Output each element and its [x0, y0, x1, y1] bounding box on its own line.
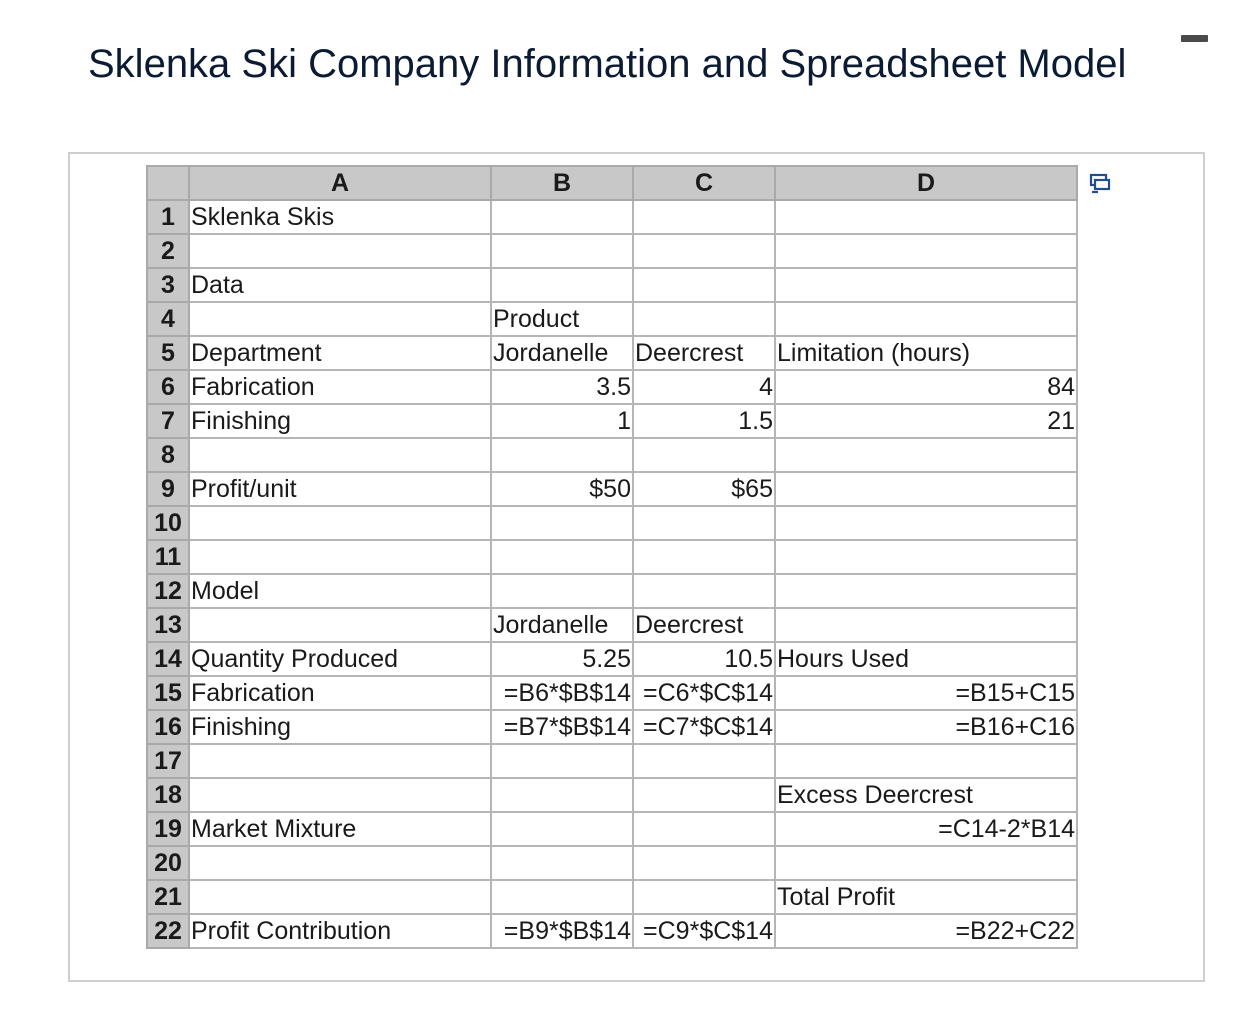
row-header[interactable]: 7: [147, 404, 189, 438]
cell-c10[interactable]: [633, 506, 775, 540]
cell-b14[interactable]: 5.25: [491, 642, 633, 676]
cell-a1[interactable]: Sklenka Skis: [189, 200, 491, 234]
cell-a16[interactable]: Finishing: [189, 710, 491, 744]
table-row: [147, 438, 1077, 472]
cell-c1[interactable]: [633, 200, 775, 234]
cell-b18[interactable]: [491, 778, 633, 812]
row-header[interactable]: 1: [147, 200, 189, 234]
cell-c4[interactable]: [633, 302, 775, 336]
row-header[interactable]: 11: [147, 540, 189, 574]
table-row: [147, 846, 1077, 880]
table-row: [147, 472, 1077, 506]
row-header[interactable]: 12: [147, 574, 189, 608]
cell-b11[interactable]: [491, 540, 633, 574]
page-title: Sklenka Ski Company Information and Spreadsheet Model: [88, 42, 1127, 86]
cell-d20[interactable]: [775, 846, 1077, 880]
cell-b7[interactable]: 1: [491, 404, 633, 438]
row-header[interactable]: 16: [147, 710, 189, 744]
cell-d21[interactable]: Total Profit: [775, 880, 1077, 914]
row-header[interactable]: 19: [147, 812, 189, 846]
cell-c14[interactable]: 10.5: [633, 642, 775, 676]
cell-a7[interactable]: Finishing: [189, 404, 491, 438]
cell-a17[interactable]: [189, 744, 491, 778]
table-row: [147, 336, 1077, 370]
row-header[interactable]: 6: [147, 370, 189, 404]
table-row: [147, 914, 1077, 948]
cell-d12[interactable]: [775, 574, 1077, 608]
column-header-b[interactable]: B: [491, 166, 633, 200]
cell-c13[interactable]: Deercrest: [633, 608, 775, 642]
cell-d18[interactable]: Excess Deercrest: [775, 778, 1077, 812]
cell-c12[interactable]: [633, 574, 775, 608]
table-row: [147, 540, 1077, 574]
table-row: [147, 676, 1077, 710]
cell-b9[interactable]: $50: [491, 472, 633, 506]
cell-a5[interactable]: Department: [189, 336, 491, 370]
cell-d11[interactable]: [775, 540, 1077, 574]
minimize-icon[interactable]: [1181, 35, 1208, 42]
cell-a14[interactable]: Quantity Produced: [189, 642, 491, 676]
column-header-d[interactable]: D: [775, 166, 1077, 200]
cell-b6[interactable]: 3.5: [491, 370, 633, 404]
cell-c21[interactable]: [633, 880, 775, 914]
cell-d14[interactable]: Hours Used: [775, 642, 1077, 676]
cell-d19[interactable]: =C14-2*B14: [775, 812, 1077, 846]
cell-c11[interactable]: [633, 540, 775, 574]
row-header[interactable]: 4: [147, 302, 189, 336]
cell-c15[interactable]: =C6*$C$14: [633, 676, 775, 710]
table-row: [147, 744, 1077, 778]
cell-b15[interactable]: =B6*$B$14: [491, 676, 633, 710]
cell-a21[interactable]: [189, 880, 491, 914]
table-row: [147, 710, 1077, 744]
cell-d2[interactable]: [775, 234, 1077, 268]
cell-a19[interactable]: Market Mixture: [189, 812, 491, 846]
cell-a18[interactable]: [189, 778, 491, 812]
row-header[interactable]: 18: [147, 778, 189, 812]
column-header-row: [147, 166, 1077, 200]
cell-d17[interactable]: [775, 744, 1077, 778]
table-row: [147, 608, 1077, 642]
row-header[interactable]: 22: [147, 914, 189, 948]
table-row: [147, 812, 1077, 846]
cell-d15[interactable]: =B15+C15: [775, 676, 1077, 710]
column-header-c[interactable]: C: [633, 166, 775, 200]
table-row: [147, 370, 1077, 404]
cell-d13[interactable]: [775, 608, 1077, 642]
cell-a10[interactable]: [189, 506, 491, 540]
cell-d10[interactable]: [775, 506, 1077, 540]
table-row: [147, 234, 1077, 268]
cell-c2[interactable]: [633, 234, 775, 268]
cell-b3[interactable]: [491, 268, 633, 302]
cell-c9[interactable]: $65: [633, 472, 775, 506]
cell-b21[interactable]: [491, 880, 633, 914]
cell-d1[interactable]: [775, 200, 1077, 234]
cell-a13[interactable]: [189, 608, 491, 642]
cell-c16[interactable]: =C7*$C$14: [633, 710, 775, 744]
row-header[interactable]: 15: [147, 676, 189, 710]
cell-a12[interactable]: Model: [189, 574, 491, 608]
cell-a4[interactable]: [189, 302, 491, 336]
cell-a11[interactable]: [189, 540, 491, 574]
table-row: [147, 880, 1077, 914]
row-header[interactable]: 17: [147, 744, 189, 778]
table-row: [147, 778, 1077, 812]
cell-b19[interactable]: [491, 812, 633, 846]
cell-d7[interactable]: 21: [775, 404, 1077, 438]
table-row: [147, 302, 1077, 336]
cell-b10[interactable]: [491, 506, 633, 540]
cell-b8[interactable]: [491, 438, 633, 472]
row-header[interactable]: 5: [147, 336, 189, 370]
row-header[interactable]: 14: [147, 642, 189, 676]
cell-b2[interactable]: [491, 234, 633, 268]
row-header[interactable]: 21: [147, 880, 189, 914]
cell-b22[interactable]: =B9*$B$14: [491, 914, 633, 948]
cell-d5[interactable]: Limitation (hours): [775, 336, 1077, 370]
table-row: [147, 200, 1077, 234]
cell-c6[interactable]: 4: [633, 370, 775, 404]
cell-c3[interactable]: [633, 268, 775, 302]
cell-a15[interactable]: Fabrication: [189, 676, 491, 710]
row-header[interactable]: 2: [147, 234, 189, 268]
cell-b5[interactable]: Jordanelle: [491, 336, 633, 370]
cell-d22[interactable]: =B22+C22: [775, 914, 1077, 948]
cell-b20[interactable]: [491, 846, 633, 880]
row-header[interactable]: 20: [147, 846, 189, 880]
cell-b16[interactable]: =B7*$B$14: [491, 710, 633, 744]
cell-c19[interactable]: [633, 812, 775, 846]
cell-a9[interactable]: Profit/unit: [189, 472, 491, 506]
cell-c8[interactable]: [633, 438, 775, 472]
spreadsheet-grid: [146, 165, 1078, 949]
row-header[interactable]: 10: [147, 506, 189, 540]
cell-a3[interactable]: Data: [189, 268, 491, 302]
cell-d3[interactable]: [775, 268, 1077, 302]
cell-b4[interactable]: Product: [491, 302, 633, 336]
table-row: [147, 268, 1077, 302]
table-row: [147, 574, 1077, 608]
cell-a8[interactable]: [189, 438, 491, 472]
row-header[interactable]: 8: [147, 438, 189, 472]
cell-a2[interactable]: [189, 234, 491, 268]
table-row: [147, 404, 1077, 438]
cell-b13[interactable]: Jordanelle: [491, 608, 633, 642]
cell-c5[interactable]: Deercrest: [633, 336, 775, 370]
cell-a20[interactable]: [189, 846, 491, 880]
row-header[interactable]: 13: [147, 608, 189, 642]
expand-icon[interactable]: [1089, 172, 1111, 194]
cell-d9[interactable]: [775, 472, 1077, 506]
cell-d4[interactable]: [775, 302, 1077, 336]
cell-b1[interactable]: [491, 200, 633, 234]
cell-d6[interactable]: 84: [775, 370, 1077, 404]
cell-c22[interactable]: =C9*$C$14: [633, 914, 775, 948]
cell-d8[interactable]: [775, 438, 1077, 472]
cell-b12[interactable]: [491, 574, 633, 608]
cell-a22[interactable]: Profit Contribution: [189, 914, 491, 948]
cell-c7[interactable]: 1.5: [633, 404, 775, 438]
column-header-a[interactable]: A: [189, 166, 491, 200]
cell-a6[interactable]: Fabrication: [189, 370, 491, 404]
table-row: [147, 642, 1077, 676]
table-row: [147, 506, 1077, 540]
corner-cell[interactable]: [147, 166, 189, 200]
cell-d16[interactable]: =B16+C16: [775, 710, 1077, 744]
cell-c18[interactable]: [633, 778, 775, 812]
cell-c20[interactable]: [633, 846, 775, 880]
row-header[interactable]: 9: [147, 472, 189, 506]
row-header[interactable]: 3: [147, 268, 189, 302]
cell-c17[interactable]: [633, 744, 775, 778]
cell-b17[interactable]: [491, 744, 633, 778]
